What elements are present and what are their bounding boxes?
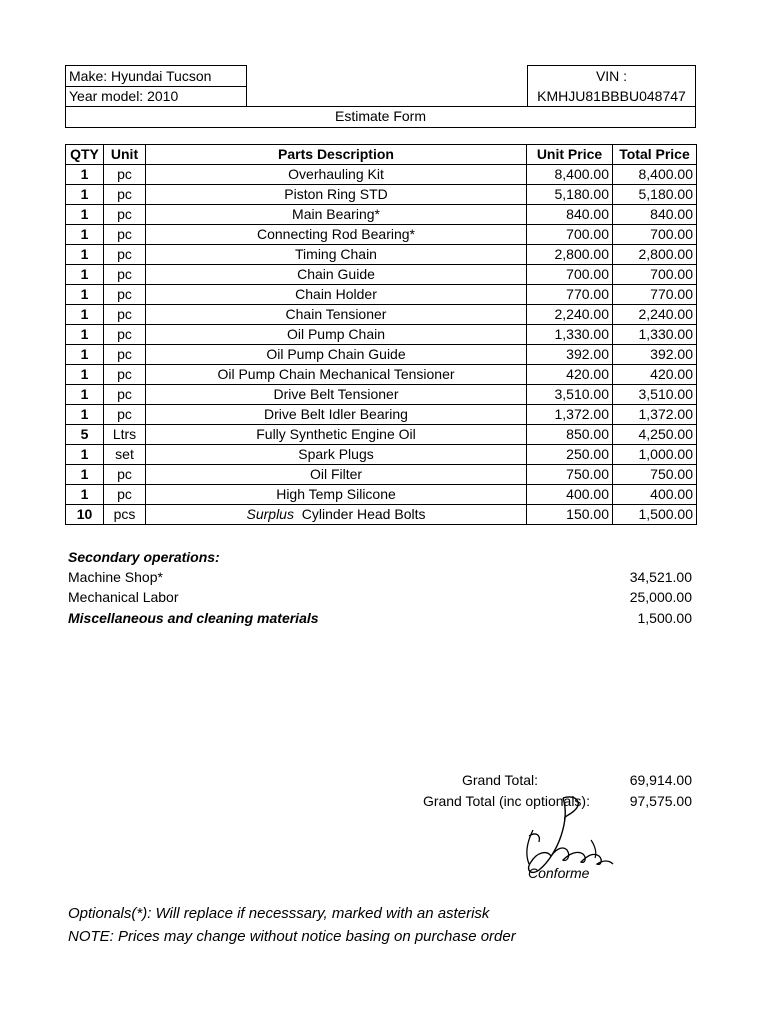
row-unit: pc [104, 185, 146, 205]
row-qty: 1 [66, 365, 104, 385]
row-unit: pc [104, 245, 146, 265]
row-total-price: 400.00 [613, 485, 697, 505]
row-description-prefix: Surplus [246, 506, 294, 522]
secondary-heading: Secondary operations: [68, 549, 220, 565]
row-qty: 1 [66, 485, 104, 505]
row-unit-price: 8,400.00 [527, 165, 613, 185]
row-qty: 1 [66, 345, 104, 365]
row-description-text: Cylinder Head Bolts [301, 506, 426, 522]
row-description-text: Drive Belt Tensioner [273, 386, 399, 402]
price-note: NOTE: Prices may change without notice basing on purchase order [68, 928, 516, 945]
row-unit: pcs [104, 505, 146, 525]
row-qty: 1 [66, 385, 104, 405]
row-description-text: Drive Belt Idler Bearing [264, 406, 408, 422]
secondary-item [68, 608, 692, 628]
row-description [146, 225, 527, 245]
row-description [146, 165, 527, 185]
row-unit: pc [104, 365, 146, 385]
row-description-text: Chain Tensioner [285, 306, 387, 322]
row-unit-price: 840.00 [527, 205, 613, 225]
vin-value: KMHJU81BBBU048747 [537, 88, 686, 104]
table-row [66, 185, 697, 205]
row-unit: pc [104, 485, 146, 505]
row-description [146, 485, 527, 505]
table-row [66, 325, 697, 345]
vin-label: VIN : [595, 68, 628, 84]
row-unit: pc [104, 305, 146, 325]
row-unit: pc [104, 405, 146, 425]
row-unit: pc [104, 285, 146, 305]
row-total-price: 1,500.00 [613, 505, 697, 525]
row-unit: pc [104, 205, 146, 225]
row-description-text: Timing Chain [295, 246, 377, 262]
table-row [66, 265, 697, 285]
table-row [66, 245, 697, 265]
row-qty: 1 [66, 445, 104, 465]
row-description [146, 205, 527, 225]
secondary-item-value: 34,521.00 [629, 569, 692, 585]
conforme-label: Conforme [528, 865, 590, 881]
row-total-price: 770.00 [613, 285, 697, 305]
grand-total-value: 69,914.00 [629, 772, 692, 788]
row-description [146, 385, 527, 405]
row-unit-price: 1,330.00 [527, 325, 613, 345]
row-description-text: Piston Ring STD [284, 186, 388, 202]
row-description-text: Connecting Rod Bearing* [257, 226, 415, 242]
secondary-item-value: 25,000.00 [629, 589, 692, 605]
row-total-price: 2,240.00 [613, 305, 697, 325]
grand-total-opt-label: Grand Total (inc optionals): [422, 793, 590, 809]
table-row [66, 285, 697, 305]
table-row [66, 165, 697, 185]
row-description-text: Oil Pump Chain Mechanical Tensioner [217, 366, 455, 382]
grand-total-label: Grand Total: [461, 772, 538, 788]
row-qty: 1 [66, 325, 104, 345]
row-unit-price: 750.00 [527, 465, 613, 485]
col-description: Parts Description [146, 145, 527, 165]
row-description [146, 325, 527, 345]
row-unit: set [104, 445, 146, 465]
row-unit: pc [104, 385, 146, 405]
row-unit: pc [104, 165, 146, 185]
table-row [66, 385, 697, 405]
row-unit-price: 700.00 [527, 225, 613, 245]
col-total-price: Total Price [613, 145, 697, 165]
row-unit: pc [104, 225, 146, 245]
secondary-item [68, 567, 692, 587]
row-qty: 5 [66, 425, 104, 445]
row-unit: pc [104, 265, 146, 285]
row-qty: 1 [66, 165, 104, 185]
row-description [146, 285, 527, 305]
row-qty: 10 [66, 505, 104, 525]
row-description-text: Main Bearing* [292, 206, 380, 222]
row-description [146, 445, 527, 465]
row-qty: 1 [66, 245, 104, 265]
table-row [66, 485, 697, 505]
table-row [66, 345, 697, 365]
col-qty: QTY [66, 145, 104, 165]
row-unit-price: 1,372.00 [527, 405, 613, 425]
row-unit-price: 770.00 [527, 285, 613, 305]
make-label: Make: Hyundai Tucson [69, 68, 212, 84]
row-total-price: 1,372.00 [613, 405, 697, 425]
row-description [146, 305, 527, 325]
row-qty: 1 [66, 225, 104, 245]
row-unit-price: 150.00 [527, 505, 613, 525]
row-description-text: Oil Pump Chain [286, 326, 386, 342]
row-description [146, 365, 527, 385]
row-description [146, 345, 527, 365]
row-total-price: 700.00 [613, 225, 697, 245]
table-row [66, 365, 697, 385]
table-row [66, 205, 697, 225]
row-total-price: 840.00 [613, 205, 697, 225]
col-unit: Unit [104, 145, 146, 165]
secondary-item-label: Miscellaneous and cleaning materials [68, 610, 319, 626]
row-description-text: Spark Plugs [298, 446, 374, 462]
table-row [66, 305, 697, 325]
row-total-price: 4,250.00 [613, 425, 697, 445]
row-description-text: Oil Filter [309, 466, 363, 482]
row-unit-price: 420.00 [527, 365, 613, 385]
row-total-price: 1,000.00 [613, 445, 697, 465]
secondary-heading-row [68, 547, 692, 567]
table-row [66, 505, 697, 525]
row-qty: 1 [66, 265, 104, 285]
row-unit-price: 2,240.00 [527, 305, 613, 325]
col-unit-price: Unit Price [527, 145, 613, 165]
grand-total-opt-value: 97,575.00 [629, 793, 692, 809]
table-row [66, 405, 697, 425]
row-unit-price: 700.00 [527, 265, 613, 285]
row-description-text: Chain Holder [295, 286, 377, 302]
table-row [66, 465, 697, 485]
row-description [146, 245, 527, 265]
row-qty: 1 [66, 405, 104, 425]
row-unit: pc [104, 345, 146, 365]
row-total-price: 420.00 [613, 365, 697, 385]
row-qty: 1 [66, 185, 104, 205]
row-unit-price: 400.00 [527, 485, 613, 505]
row-description [146, 185, 527, 205]
table-row [66, 225, 697, 245]
year-model-label: Year model: 2010 [69, 88, 179, 104]
row-description-text: High Temp Silicone [276, 486, 396, 502]
row-total-price: 8,400.00 [613, 165, 697, 185]
row-total-price: 1,330.00 [613, 325, 697, 345]
row-description [146, 465, 527, 485]
row-unit-price: 850.00 [527, 425, 613, 445]
table-row [66, 425, 697, 445]
secondary-item-label: Machine Shop* [68, 569, 163, 585]
secondary-item [68, 587, 692, 607]
row-total-price: 750.00 [613, 465, 697, 485]
row-total-price: 5,180.00 [613, 185, 697, 205]
row-description-text: Chain Guide [297, 266, 375, 282]
secondary-item-value: 1,500.00 [637, 610, 692, 626]
row-unit: pc [104, 465, 146, 485]
row-unit: pc [104, 325, 146, 345]
row-total-price: 392.00 [613, 345, 697, 365]
row-qty: 1 [66, 465, 104, 485]
table-header-row [66, 145, 697, 165]
row-total-price: 2,800.00 [613, 245, 697, 265]
row-unit-price: 5,180.00 [527, 185, 613, 205]
row-unit-price: 2,800.00 [527, 245, 613, 265]
row-unit-price: 3,510.00 [527, 385, 613, 405]
row-description-text: Oil Pump Chain Guide [266, 346, 406, 362]
parts-table [65, 144, 697, 525]
optionals-note: Optionals(*): Will replace if necesssary, marked with an asterisk [68, 905, 490, 922]
row-description [146, 265, 527, 285]
row-description-text: Fully Synthetic Engine Oil [256, 426, 416, 442]
table-row [66, 445, 697, 465]
row-total-price: 3,510.00 [613, 385, 697, 405]
row-description [146, 425, 527, 445]
secondary-item-label: Mechanical Labor [68, 589, 179, 605]
row-description [146, 405, 527, 425]
form-title: Estimate Form [334, 108, 426, 124]
row-qty: 1 [66, 305, 104, 325]
row-unit-price: 250.00 [527, 445, 613, 465]
row-description-text: Overhauling Kit [288, 166, 384, 182]
row-qty: 1 [66, 205, 104, 225]
row-qty: 1 [66, 285, 104, 305]
row-total-price: 700.00 [613, 265, 697, 285]
row-unit: Ltrs [104, 425, 146, 445]
row-unit-price: 392.00 [527, 345, 613, 365]
row-description [146, 505, 527, 525]
